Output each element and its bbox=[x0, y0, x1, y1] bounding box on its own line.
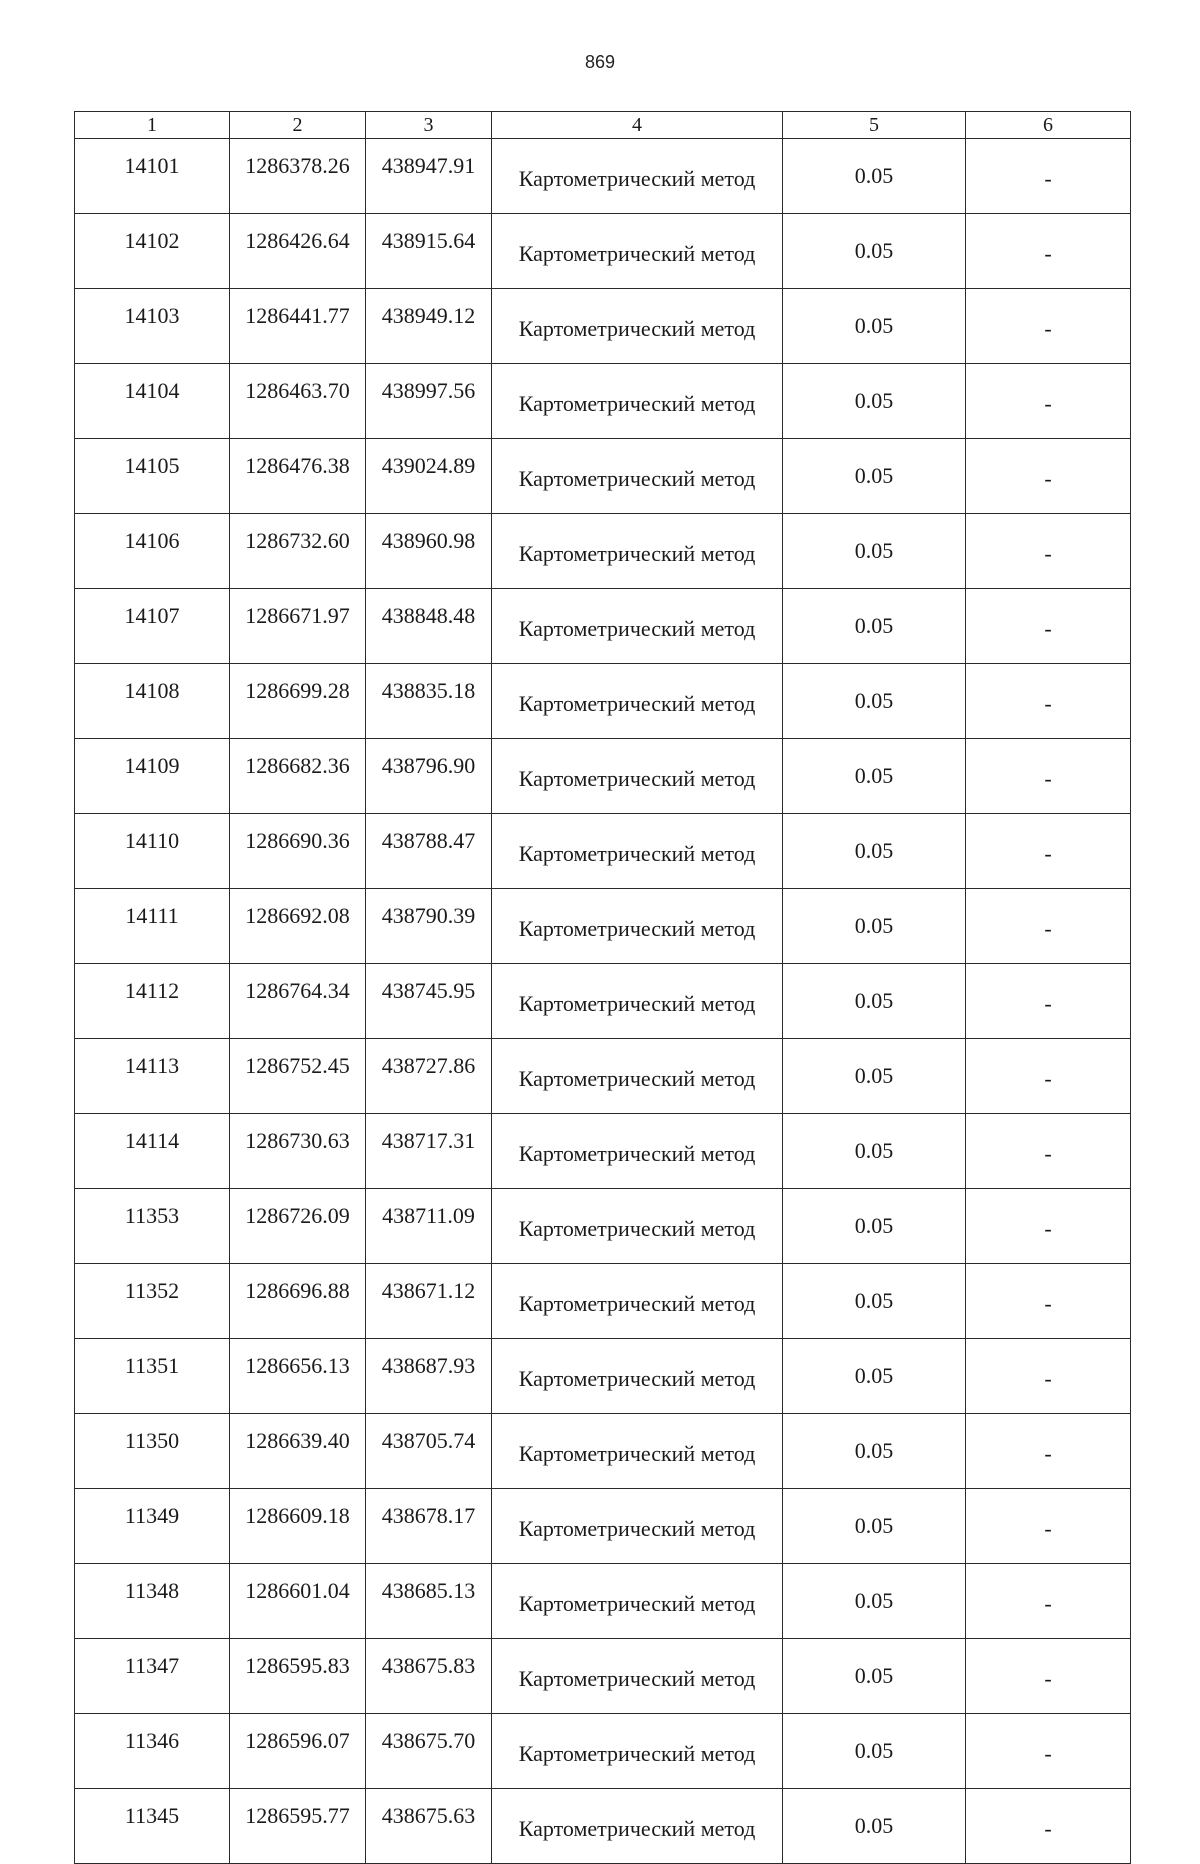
cell-note: - bbox=[966, 214, 1131, 289]
table-row bbox=[75, 1339, 1131, 1414]
cell-coord-x: 1286441.77 bbox=[230, 289, 366, 364]
cell-coord-y: 438949.12 bbox=[366, 289, 492, 364]
cell-note: - bbox=[966, 1714, 1131, 1789]
cell-coord-y: 438711.09 bbox=[366, 1189, 492, 1264]
cell-point-number: 14102 bbox=[75, 214, 230, 289]
table-body bbox=[75, 112, 1131, 1864]
cell-point-number: 14103 bbox=[75, 289, 230, 364]
table-row bbox=[75, 1639, 1131, 1714]
cell-accuracy: 0.05 bbox=[783, 364, 966, 439]
cell-note: - bbox=[966, 739, 1131, 814]
cell-note: - bbox=[966, 1489, 1131, 1564]
cell-accuracy: 0.05 bbox=[783, 1714, 966, 1789]
cell-coord-y: 438848.48 bbox=[366, 589, 492, 664]
cell-point-number: 11347 bbox=[75, 1639, 230, 1714]
cell-note: - bbox=[966, 1564, 1131, 1639]
table-header-row bbox=[75, 112, 1131, 139]
cell-point-number: 11353 bbox=[75, 1189, 230, 1264]
cell-coord-y: 438960.98 bbox=[366, 514, 492, 589]
cell-coord-x: 1286426.64 bbox=[230, 214, 366, 289]
cell-accuracy: 0.05 bbox=[783, 739, 966, 814]
cell-method: Картометрический метод bbox=[492, 1714, 783, 1789]
cell-coord-x: 1286671.97 bbox=[230, 589, 366, 664]
cell-note: - bbox=[966, 589, 1131, 664]
table-row bbox=[75, 1564, 1131, 1639]
cell-note: - bbox=[966, 289, 1131, 364]
table-row bbox=[75, 1189, 1131, 1264]
table-row bbox=[75, 814, 1131, 889]
cell-accuracy: 0.05 bbox=[783, 1189, 966, 1264]
cell-note: - bbox=[966, 964, 1131, 1039]
cell-accuracy: 0.05 bbox=[783, 664, 966, 739]
cell-method: Картометрический метод bbox=[492, 439, 783, 514]
cell-method: Картометрический метод bbox=[492, 814, 783, 889]
cell-coord-y: 438675.63 bbox=[366, 1789, 492, 1864]
cell-accuracy: 0.05 bbox=[783, 289, 966, 364]
cell-coord-y: 438678.17 bbox=[366, 1489, 492, 1564]
cell-coord-x: 1286682.36 bbox=[230, 739, 366, 814]
table-row bbox=[75, 889, 1131, 964]
cell-note: - bbox=[966, 1264, 1131, 1339]
cell-coord-x: 1286596.07 bbox=[230, 1714, 366, 1789]
cell-coord-x: 1286601.04 bbox=[230, 1564, 366, 1639]
table-row bbox=[75, 364, 1131, 439]
cell-note: - bbox=[966, 514, 1131, 589]
table-row bbox=[75, 1114, 1131, 1189]
cell-point-number: 14114 bbox=[75, 1114, 230, 1189]
cell-coord-y: 438705.74 bbox=[366, 1414, 492, 1489]
table-row bbox=[75, 664, 1131, 739]
cell-coord-x: 1286595.83 bbox=[230, 1639, 366, 1714]
table-row bbox=[75, 289, 1131, 364]
cell-method: Картометрический метод bbox=[492, 1264, 783, 1339]
cell-note: - bbox=[966, 1189, 1131, 1264]
table-row bbox=[75, 739, 1131, 814]
cell-point-number: 14112 bbox=[75, 964, 230, 1039]
cell-coord-x: 1286752.45 bbox=[230, 1039, 366, 1114]
cell-coord-x: 1286692.08 bbox=[230, 889, 366, 964]
table-row bbox=[75, 1264, 1131, 1339]
cell-coord-x: 1286764.34 bbox=[230, 964, 366, 1039]
cell-coord-x: 1286690.36 bbox=[230, 814, 366, 889]
cell-point-number: 14108 bbox=[75, 664, 230, 739]
cell-note: - bbox=[966, 814, 1131, 889]
cell-coord-x: 1286609.18 bbox=[230, 1489, 366, 1564]
header-cell-2: 2 bbox=[230, 112, 366, 139]
cell-method: Картометрический метод bbox=[492, 364, 783, 439]
cell-coord-x: 1286730.63 bbox=[230, 1114, 366, 1189]
cell-coord-y: 438796.90 bbox=[366, 739, 492, 814]
header-cell-1: 1 bbox=[75, 112, 230, 139]
cell-note: - bbox=[966, 1789, 1131, 1864]
header-cell-6: 6 bbox=[966, 112, 1131, 139]
cell-note: - bbox=[966, 364, 1131, 439]
cell-coord-x: 1286696.88 bbox=[230, 1264, 366, 1339]
table-row bbox=[75, 589, 1131, 664]
cell-method: Картометрический метод bbox=[492, 1189, 783, 1264]
cell-coord-y: 438997.56 bbox=[366, 364, 492, 439]
cell-accuracy: 0.05 bbox=[783, 1639, 966, 1714]
cell-method: Картометрический метод bbox=[492, 1639, 783, 1714]
cell-note: - bbox=[966, 439, 1131, 514]
cell-coord-y: 438717.31 bbox=[366, 1114, 492, 1189]
cell-note: - bbox=[966, 1039, 1131, 1114]
cell-note: - bbox=[966, 664, 1131, 739]
cell-method: Картометрический метод bbox=[492, 1489, 783, 1564]
cell-point-number: 14110 bbox=[75, 814, 230, 889]
cell-coord-y: 438685.13 bbox=[366, 1564, 492, 1639]
cell-coord-y: 438788.47 bbox=[366, 814, 492, 889]
cell-point-number: 14105 bbox=[75, 439, 230, 514]
cell-method: Картометрический метод bbox=[492, 289, 783, 364]
cell-method: Картометрический метод bbox=[492, 139, 783, 214]
coordinates-table bbox=[74, 111, 1131, 1864]
cell-point-number: 11346 bbox=[75, 1714, 230, 1789]
cell-accuracy: 0.05 bbox=[783, 589, 966, 664]
cell-method: Картометрический метод bbox=[492, 214, 783, 289]
cell-accuracy: 0.05 bbox=[783, 1789, 966, 1864]
cell-accuracy: 0.05 bbox=[783, 1564, 966, 1639]
cell-accuracy: 0.05 bbox=[783, 1414, 966, 1489]
table-row bbox=[75, 1039, 1131, 1114]
cell-coord-y: 438835.18 bbox=[366, 664, 492, 739]
cell-accuracy: 0.05 bbox=[783, 1264, 966, 1339]
page-number: 869 bbox=[584, 52, 616, 72]
header-cell-3: 3 bbox=[366, 112, 492, 139]
table-row bbox=[75, 964, 1131, 1039]
cell-coord-y: 438671.12 bbox=[366, 1264, 492, 1339]
cell-method: Картометрический метод bbox=[492, 1414, 783, 1489]
cell-method: Картометрический метод bbox=[492, 1039, 783, 1114]
cell-point-number: 11352 bbox=[75, 1264, 230, 1339]
cell-accuracy: 0.05 bbox=[783, 439, 966, 514]
cell-accuracy: 0.05 bbox=[783, 964, 966, 1039]
cell-point-number: 11350 bbox=[75, 1414, 230, 1489]
cell-method: Картометрический метод bbox=[492, 964, 783, 1039]
cell-point-number: 14106 bbox=[75, 514, 230, 589]
cell-accuracy: 0.05 bbox=[783, 214, 966, 289]
cell-coord-x: 1286595.77 bbox=[230, 1789, 366, 1864]
cell-point-number: 11345 bbox=[75, 1789, 230, 1864]
cell-accuracy: 0.05 bbox=[783, 1489, 966, 1564]
table-row bbox=[75, 214, 1131, 289]
cell-point-number: 14109 bbox=[75, 739, 230, 814]
cell-method: Картометрический метод bbox=[492, 589, 783, 664]
cell-coord-y: 438675.83 bbox=[366, 1639, 492, 1714]
cell-coord-x: 1286378.26 bbox=[230, 139, 366, 214]
table-row bbox=[75, 439, 1131, 514]
cell-accuracy: 0.05 bbox=[783, 1114, 966, 1189]
cell-method: Картометрический метод bbox=[492, 1339, 783, 1414]
cell-method: Картометрический метод bbox=[492, 1114, 783, 1189]
cell-coord-x: 1286463.70 bbox=[230, 364, 366, 439]
cell-accuracy: 0.05 bbox=[783, 514, 966, 589]
cell-coord-y: 438745.95 bbox=[366, 964, 492, 1039]
table-row bbox=[75, 514, 1131, 589]
cell-note: - bbox=[966, 1339, 1131, 1414]
cell-accuracy: 0.05 bbox=[783, 1039, 966, 1114]
cell-coord-y: 438790.39 bbox=[366, 889, 492, 964]
table-row bbox=[75, 1489, 1131, 1564]
cell-accuracy: 0.05 bbox=[783, 889, 966, 964]
cell-point-number: 14104 bbox=[75, 364, 230, 439]
cell-note: - bbox=[966, 889, 1131, 964]
cell-coord-y: 438687.93 bbox=[366, 1339, 492, 1414]
cell-coord-x: 1286476.38 bbox=[230, 439, 366, 514]
cell-point-number: 14111 bbox=[75, 889, 230, 964]
cell-coord-y: 438727.86 bbox=[366, 1039, 492, 1114]
cell-accuracy: 0.05 bbox=[783, 814, 966, 889]
cell-point-number: 14113 bbox=[75, 1039, 230, 1114]
cell-point-number: 11348 bbox=[75, 1564, 230, 1639]
cell-point-number: 14107 bbox=[75, 589, 230, 664]
table-row bbox=[75, 1414, 1131, 1489]
cell-coord-y: 438947.91 bbox=[366, 139, 492, 214]
cell-coord-x: 1286656.13 bbox=[230, 1339, 366, 1414]
cell-method: Картометрический метод bbox=[492, 1564, 783, 1639]
cell-accuracy: 0.05 bbox=[783, 1339, 966, 1414]
header-cell-5: 5 bbox=[783, 112, 966, 139]
cell-coord-y: 438915.64 bbox=[366, 214, 492, 289]
cell-method: Картометрический метод bbox=[492, 1789, 783, 1864]
cell-coord-y: 438675.70 bbox=[366, 1714, 492, 1789]
cell-note: - bbox=[966, 1414, 1131, 1489]
cell-accuracy: 0.05 bbox=[783, 139, 966, 214]
cell-coord-x: 1286699.28 bbox=[230, 664, 366, 739]
cell-note: - bbox=[966, 1114, 1131, 1189]
cell-note: - bbox=[966, 1639, 1131, 1714]
header-cell-4: 4 bbox=[492, 112, 783, 139]
cell-coord-y: 439024.89 bbox=[366, 439, 492, 514]
cell-coord-x: 1286732.60 bbox=[230, 514, 366, 589]
cell-point-number: 11349 bbox=[75, 1489, 230, 1564]
cell-point-number: 11351 bbox=[75, 1339, 230, 1414]
cell-coord-x: 1286726.09 bbox=[230, 1189, 366, 1264]
cell-coord-x: 1286639.40 bbox=[230, 1414, 366, 1489]
cell-point-number: 14101 bbox=[75, 139, 230, 214]
cell-method: Картометрический метод bbox=[492, 889, 783, 964]
table-row bbox=[75, 1714, 1131, 1789]
table-row bbox=[75, 1789, 1131, 1864]
cell-method: Картометрический метод bbox=[492, 739, 783, 814]
cell-note: - bbox=[966, 139, 1131, 214]
table-row bbox=[75, 139, 1131, 214]
cell-method: Картометрический метод bbox=[492, 514, 783, 589]
cell-method: Картометрический метод bbox=[492, 664, 783, 739]
